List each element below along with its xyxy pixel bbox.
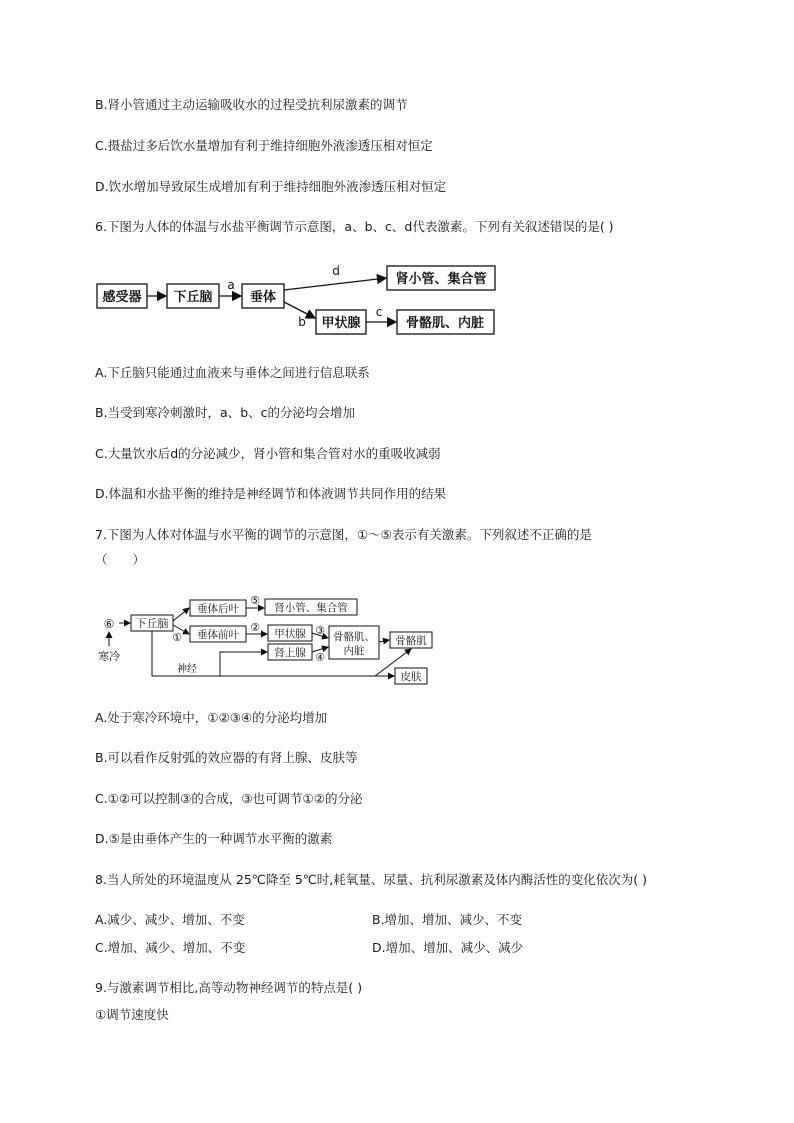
q7-stem: 7.下图为人体对体温与水平衡的调节的示意图，①～⑤表示有关激素。下列叙述不正确的是 xyxy=(95,527,592,542)
q6-hypothalamus: 下丘脑 xyxy=(173,290,213,305)
q8-option-b: B.增加、增加、减少、不变 xyxy=(372,912,523,927)
q7-n3: ③ xyxy=(315,624,325,637)
q7-stimulus-num: ⑥ xyxy=(103,617,115,631)
q7-n2: ② xyxy=(250,621,260,634)
q6-label-a: a xyxy=(227,278,235,292)
q5-option-d: D.饮水增加导致尿生成增加有利于维持细胞外液渗透压相对恒定 xyxy=(95,179,447,194)
q8-stem: 8.当人所处的环境温度从 25℃降至 5℃时,耗氧量、尿量、抗利尿激素及体内酶活性的变化依次为( ) xyxy=(95,872,648,887)
q8-option-c: C.增加、减少、增加、不变 xyxy=(95,940,246,955)
q7-skin: 皮肤 xyxy=(400,671,422,683)
q6-label-c: c xyxy=(375,305,383,319)
q7-muscle-viscera-2: 内脏 xyxy=(343,645,365,657)
q6-diagram xyxy=(90,258,510,344)
q7-n4: ④ xyxy=(315,651,325,664)
q6-muscle: 骨骼肌、内脏 xyxy=(405,316,485,331)
q7-adrenal: 肾上腺 xyxy=(274,647,306,659)
q7-thyroid: 甲状腺 xyxy=(274,628,306,640)
q7-skeletal-muscle: 骨骼肌 xyxy=(395,635,427,647)
q7-hypothalamus: 下丘脑 xyxy=(135,617,169,630)
q6-thyroid: 甲状腺 xyxy=(321,316,361,331)
q7-diagram xyxy=(95,590,465,690)
q8-option-d: D.增加、增加、减少、减少 xyxy=(372,940,524,955)
q8-option-a: A.减少、减少、增加、不变 xyxy=(95,912,245,927)
q6-option-c: C.大量饮水后d的分泌减少，肾小管和集合管对水的重吸收减弱 xyxy=(95,446,441,461)
q7-n1: ① xyxy=(172,631,182,644)
q5-option-b: B.肾小管通过主动运输吸收水的过程受抗利尿激素的调节 xyxy=(95,97,408,112)
q7-muscle-viscera-1: 骨骼肌、 xyxy=(333,631,375,643)
q7-stem-paren: （ ） xyxy=(95,552,146,567)
q6-kidney: 肾小管、集合管 xyxy=(395,272,487,287)
q6-option-d: D.体温和水盐平衡的维持是神经调节和体液调节共同作用的结果 xyxy=(95,486,447,501)
q6-pituitary: 垂体 xyxy=(249,290,277,305)
q6-option-b: B.当受到寒冷刺激时，a、b、c的分泌均会增加 xyxy=(95,405,356,420)
q9-stem: 9.与激素调节相比,高等动物神经调节的特点是( ) xyxy=(95,980,363,995)
q6-receptor: 感受器 xyxy=(102,290,142,305)
q7-option-c: C.①②可以控制③的合成，③也可调节①②的分泌 xyxy=(95,791,363,806)
q7-cold: 寒冷 xyxy=(98,650,120,663)
q7-option-d: D.⑤是由垂体产生的一种调节水平衡的激素 xyxy=(95,831,333,846)
q7-option-a: A.处于寒冷环境中，①②③④的分泌均增加 xyxy=(95,710,328,725)
q7-n5: ⑤ xyxy=(250,594,260,607)
q7-nerve: 神经 xyxy=(177,664,197,675)
q6-stem: 6.下图为人体的体温与水盐平衡调节示意图，a、b、c、d代表激素。下列有关叙述错误的是( ) xyxy=(95,219,614,234)
q6-option-a: A.下丘脑只能通过血液来与垂体之间进行信息联系 xyxy=(95,365,370,380)
q7-kidney: 肾小管、集合管 xyxy=(274,602,348,614)
q5-option-c: C.摄盐过多后饮水量增加有利于维持细胞外液渗透压相对恒定 xyxy=(95,138,433,153)
q7-posterior-pituitary: 垂体后叶 xyxy=(197,603,239,615)
q7-anterior-pituitary: 垂体前叶 xyxy=(197,629,239,641)
q6-label-b: b xyxy=(298,315,306,329)
q7-option-b: B.可以看作反射弧的效应器的有肾上腺、皮肤等 xyxy=(95,750,358,765)
q9-item-1: ①调节速度快 xyxy=(95,1007,169,1022)
q6-label-d: d xyxy=(332,264,340,278)
